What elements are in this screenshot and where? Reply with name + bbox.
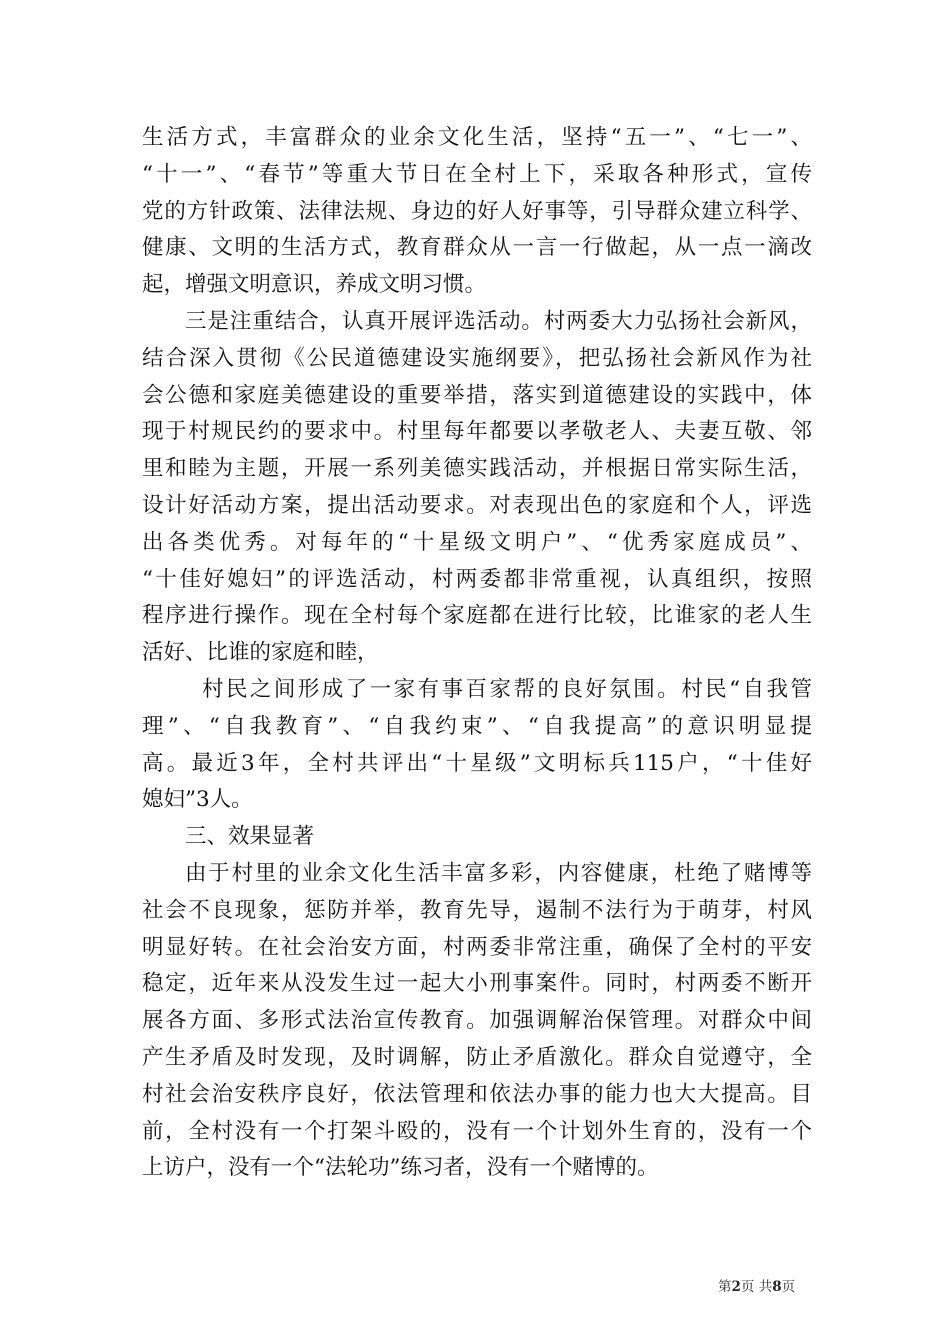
current-page-number: 2	[731, 1279, 741, 1295]
footer-prefix: 第	[718, 1279, 732, 1295]
section-heading: 三、效果显著	[185, 824, 315, 850]
total-pages-number: 8	[772, 1279, 782, 1295]
text-line: 高。最近3年，全村共评出“十星级”文明标兵115户，“十佳好	[142, 750, 812, 776]
text-line: 产生矛盾及时发现，及时调解，防止矛盾激化。群众自觉遵守，全	[142, 1044, 812, 1070]
text-line: “十佳好媳妇”的评选活动，村两委都非常重视，认真组织，按照	[142, 566, 812, 592]
text-line: 前，全村没有一个打架斗殴的，没有一个计划外生育的，没有一个	[142, 1118, 812, 1144]
text-line: 现于村规民约的要求中。村里每年都要以孝敬老人、夫妻互敬、邻	[142, 419, 812, 445]
text-line: 设计好活动方案，提出活动要求。对表现出色的家庭和个人，评选	[142, 492, 812, 518]
page-footer	[718, 1279, 795, 1295]
text-line: 明显好转。在社会治安方面，村两委非常注重，确保了全村的平安	[142, 934, 812, 960]
text-line: 里和睦为主题，开展一系列美德实践活动，并根据日常实际生活，	[142, 456, 812, 482]
paragraph-start-line: 村民之间形成了一家有事百家帮的良好氛围。村民“自我管	[202, 676, 812, 702]
text-line: 上访户，没有一个“法轮功”练习者，没有一个赌博的。	[142, 1155, 659, 1181]
text-line: “十一”、“春节”等重大节日在全村上下，采取各种形式，宣传	[142, 161, 812, 187]
text-line: 社会不良现象，惩防并举，教育先导，遏制不法行为于萌芽，村风	[142, 897, 812, 923]
paragraph-start-line: 由于村里的业余文化生活丰富多彩，内容健康，杜绝了赌博等	[185, 860, 812, 886]
text-line: 生活方式，丰富群众的业余文化生活，坚持“五一”、“七一”、	[142, 125, 812, 150]
text-line: 村社会治安秩序良好，依法管理和依法办事的能力也大大提高。目	[142, 1081, 812, 1107]
text-line: 展各方面、多形式法治宣传教育。加强调解治保管理。对群众中间	[142, 1008, 812, 1034]
text-line: 健康、文明的生活方式，教育群众从一言一行做起，从一点一滴改	[142, 235, 812, 261]
text-line: 稳定，近年来从没发生过一起大小刑事案件。同时，村两委不断开	[142, 971, 812, 997]
document-body	[142, 120, 812, 1187]
footer-middle: 页 共	[740, 1279, 773, 1295]
text-line: 党的方针政策、法律法规、身边的好人好事等，引导群众建立科学、	[142, 198, 812, 224]
text-line: 会公德和家庭美德建设的重要举措，落实到道德建设的实践中，体	[142, 382, 812, 408]
text-line: 出各类优秀。对每年的“十星级文明户”、“优秀家庭成员”、	[142, 529, 812, 555]
text-line: 程序进行操作。现在全村每个家庭都在进行比较，比谁家的老人生	[142, 603, 812, 629]
footer-suffix: 页	[781, 1279, 796, 1295]
paragraph-start-line: 三是注重结合，认真开展评选活动。村两委大力弘扬社会新风，	[185, 308, 812, 334]
text-line: 起，增强文明意识，养成文明习惯。	[142, 272, 487, 298]
text-line: 结合深入贯彻《公民道德建设实施纲要》，把弘扬社会新风作为社	[142, 345, 812, 371]
text-line: 活好、比谁的家庭和睦，	[142, 640, 379, 666]
text-line: 理”、“自我教育”、“自我约束”、“自我提高”的意识明显提	[142, 713, 812, 739]
text-line: 媳妇”3人。	[142, 787, 253, 813]
